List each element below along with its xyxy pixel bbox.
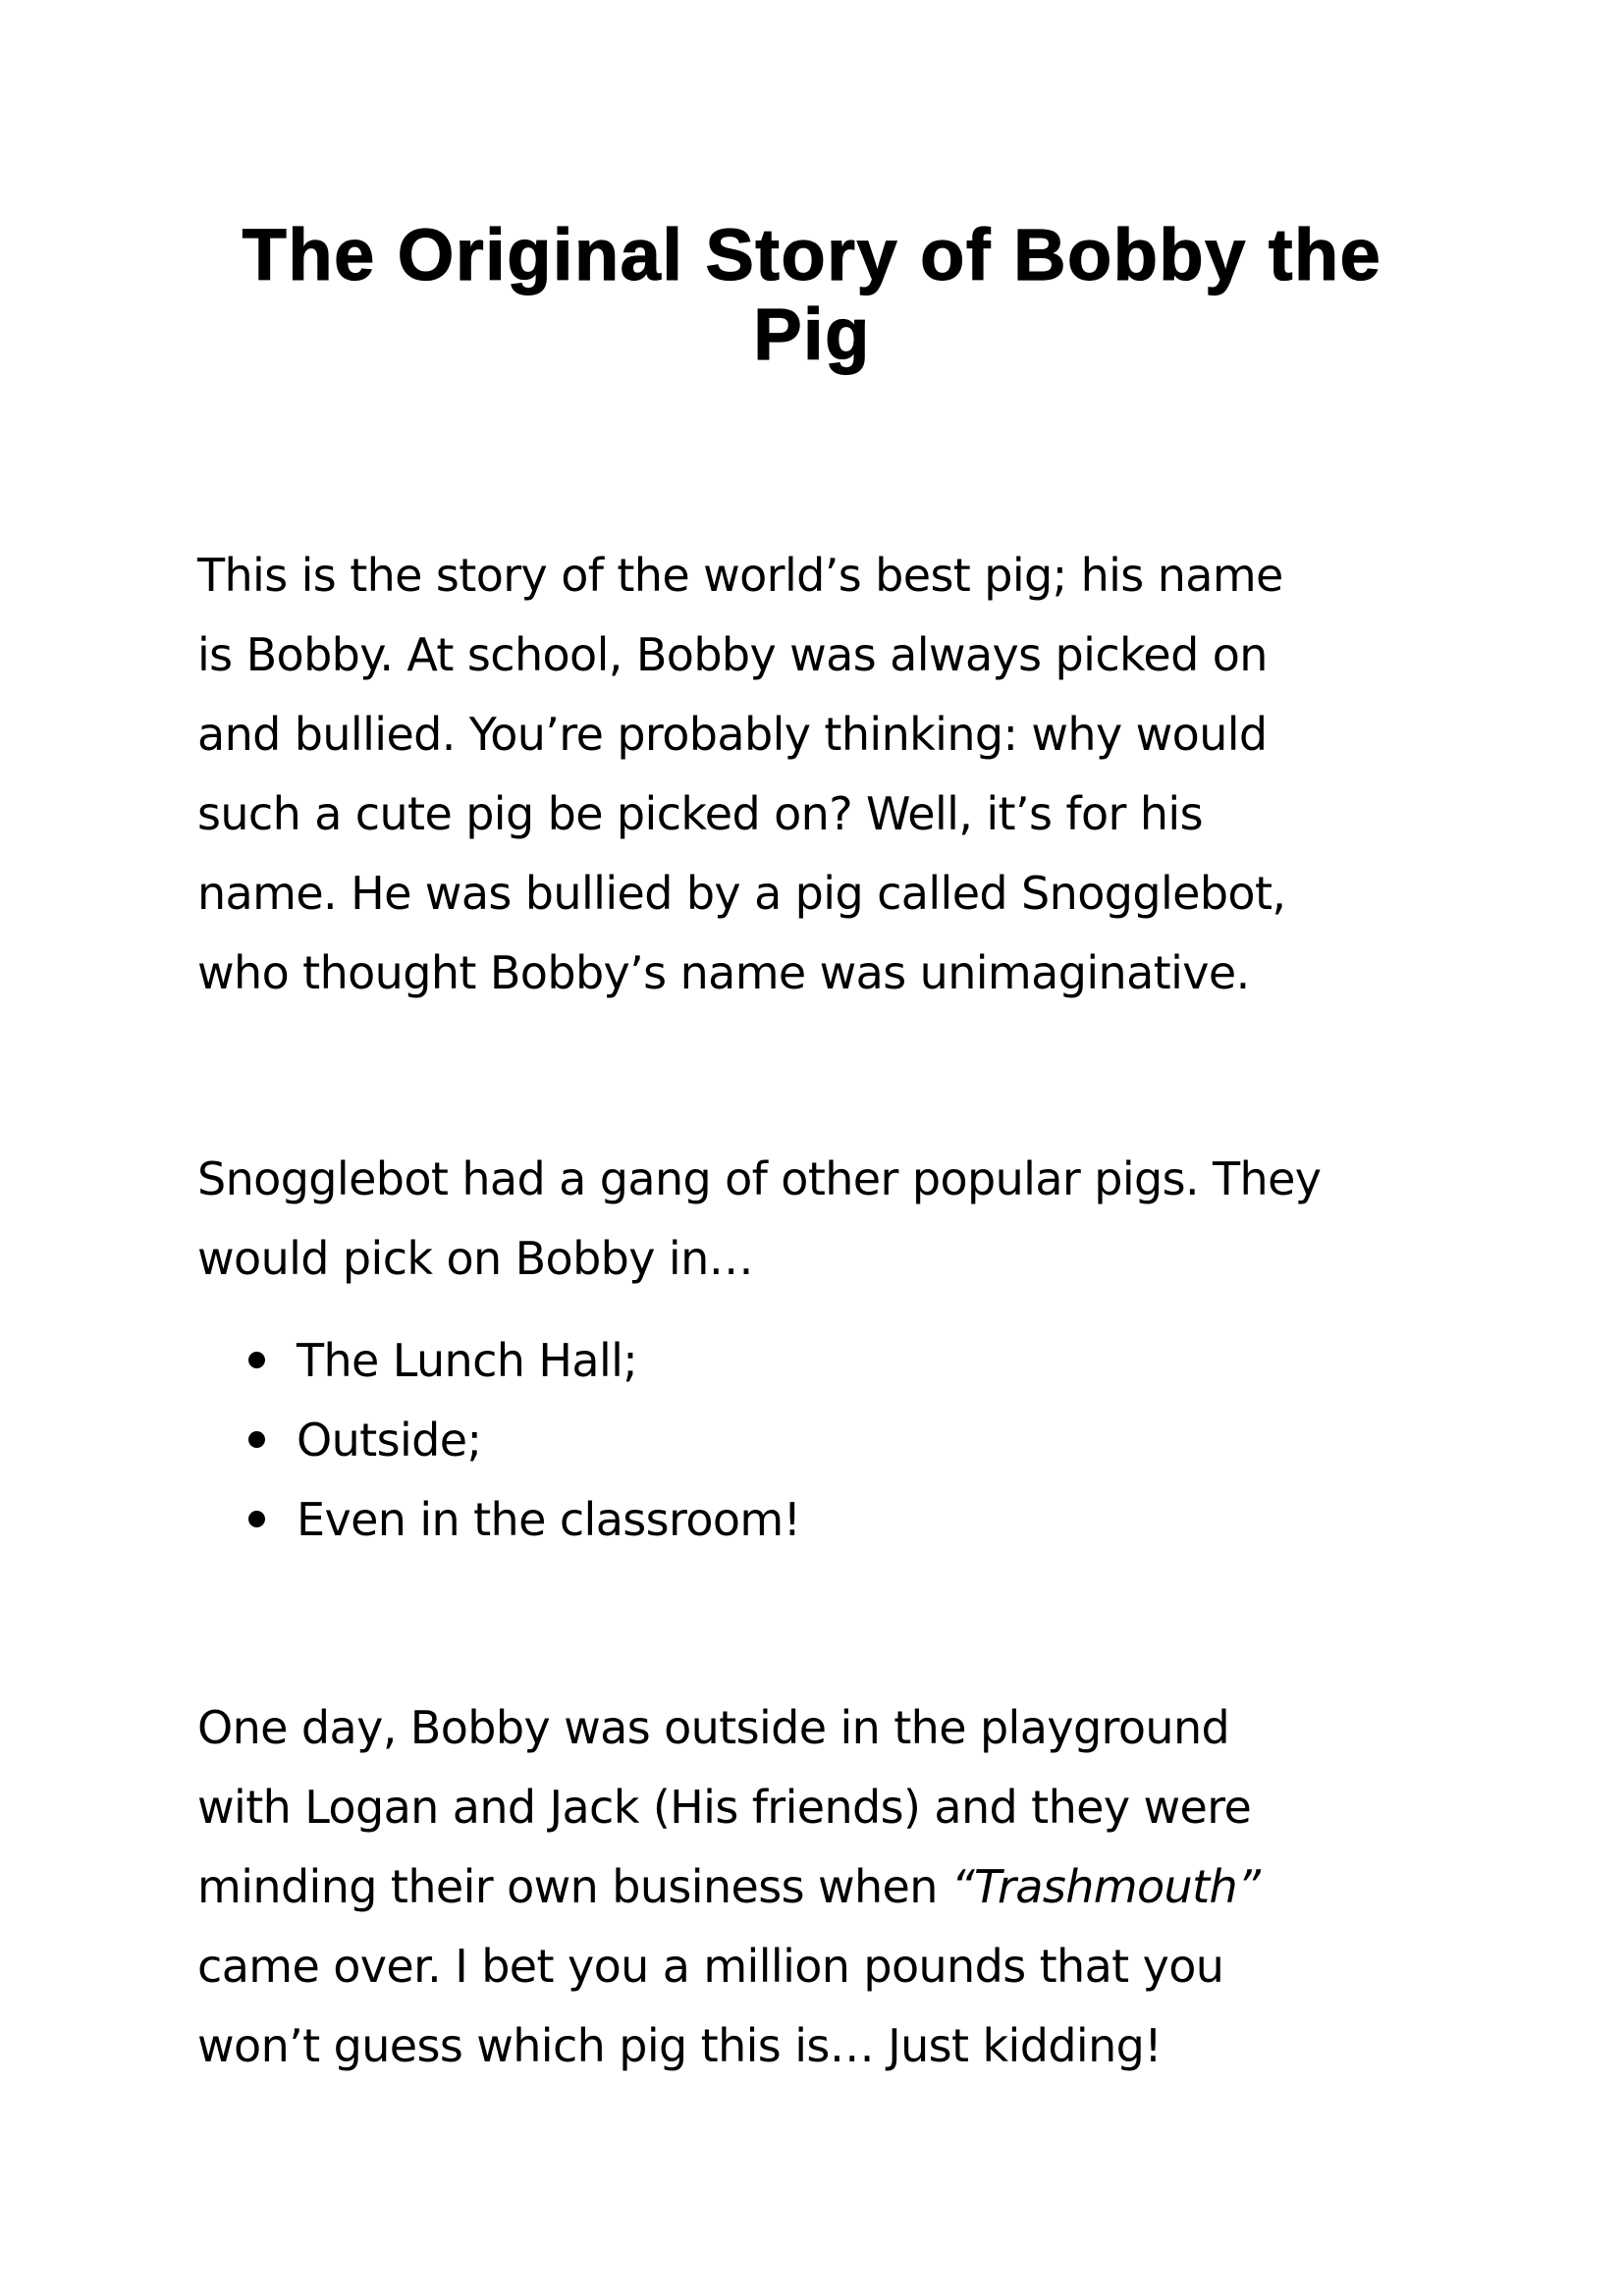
paragraph-line: such a cute pig be picked on? Well, it’s for his bbox=[197, 787, 1203, 840]
list-item bbox=[197, 1480, 1376, 1560]
paragraph-line: won’t guess which pig this is… Just kidding! bbox=[197, 2019, 1163, 2072]
paragraph-gang bbox=[197, 1140, 1493, 1299]
paragraph-line: with Logan and Jack (His friends) and they were bbox=[197, 1781, 1252, 1834]
page-title bbox=[147, 201, 1477, 375]
paragraph-line: This is the story of the world’s best pig; his name bbox=[197, 549, 1283, 602]
bullet-icon bbox=[248, 1511, 265, 1527]
paragraph-line: is Bobby. At school, Bobby was always picked on bbox=[197, 628, 1268, 681]
list-item-text: The Lunch Hall; bbox=[297, 1334, 638, 1387]
paragraph-line: came over. I bet you a million pounds that you bbox=[197, 1940, 1224, 1993]
paragraph-intro bbox=[197, 536, 1493, 1013]
bullet-list bbox=[197, 1321, 1376, 1560]
paragraph-playground bbox=[197, 1688, 1493, 2086]
nickname-italic: “Trashmouth” bbox=[950, 1860, 1261, 1913]
bullet-icon bbox=[248, 1352, 265, 1368]
paragraph-line: and bullied. You’re probably thinking: why would bbox=[197, 708, 1268, 761]
paragraph-line: name. He was bullied by a pig called Snogglebot, bbox=[197, 867, 1286, 920]
title-line-2: Pig bbox=[753, 294, 871, 375]
bullet-icon bbox=[248, 1431, 265, 1448]
paragraph-text: minding their own business when bbox=[197, 1860, 951, 1913]
list-item bbox=[197, 1321, 1376, 1401]
paragraph-line: would pick on Bobby in… bbox=[197, 1232, 754, 1285]
title-line-1: The Original Story of Bobby the bbox=[242, 214, 1382, 295]
paragraph-line-with-italic bbox=[197, 1847, 1493, 1927]
list-item-text: Outside; bbox=[297, 1414, 482, 1467]
list-item-text: Even in the classroom! bbox=[297, 1493, 801, 1546]
paragraph-line: who thought Bobby’s name was unimaginative. bbox=[197, 946, 1250, 999]
paragraph-line: One day, Bobby was outside in the playground bbox=[197, 1701, 1230, 1754]
paragraph-line: Snogglebot had a gang of other popular pigs. They bbox=[197, 1152, 1322, 1205]
list-item bbox=[197, 1401, 1376, 1480]
